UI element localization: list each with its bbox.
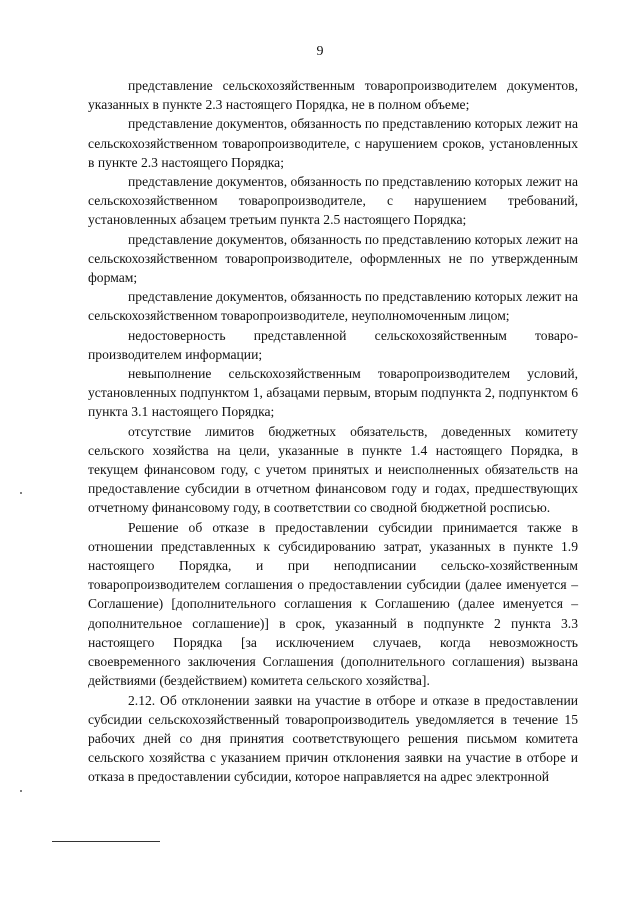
scan-mark [20, 790, 22, 792]
body-text [88, 76, 578, 787]
paragraph: 2.12. Об отклонении заявки на участие в отборе и отказе в предоставлении субсидии сельскохозяйственный товаропроизводитель уведомляется в течение 15 рабочих дней со дня принятия соответствующего решения письмом комитета сельского хозяйства с указанием причин отклонения заявки на участие в отборе и отказа в предоставлении субсидии, которое направляется на адрес электронной [88, 692, 578, 785]
paragraph: представление сельскохозяйственным товаропроизводителем документов, указанных в пункте 2.3 настоящего Порядка, не в полном объеме; [88, 78, 578, 113]
paragraph: представление документов, обязанность по представлению которых лежит на сельскохозяйственном товаропроизводителе, неуполномоченным лицом; [88, 289, 578, 324]
paragraph: представление документов, обязанность по представлению которых лежит на сельскохозяйственном товаропроизводителе, оформленных не по утвержденным формам; [88, 231, 578, 286]
page-number: 9 [316, 44, 324, 59]
paragraph: недостоверность представленной сельскохозяйственным товаро-производителем информации; [88, 327, 578, 362]
footer-rule [52, 841, 160, 842]
paragraph: Решение об отказе в предоставлении субсидии принимается также в отношении представленных к субсидированию затрат, указанных в пункте 1.9 настоящего Порядка, и при неподписании сельско-хозяйственным товаропроизводителем соглашения о предоставлении субсидии (далее именуется – Соглашение) [дополнительного соглашения к Соглашению (далее именуется – дополнительное соглашение)] в срок, указанный в подпункте 2 пункта 3.3 настоящего Порядка [за исключением случаев, когда невозможность своевременного заключения Соглашения (дополнительного соглашения) вызвана действиями (бездействием) комитета сельского хозяйства]. [88, 519, 578, 689]
paragraph: представление документов, обязанность по представлению которых лежит на сельскохозяйственном товаропроизводителе, с нарушением сроков, установленных в пункте 2.3 настоящего Порядка; [88, 116, 578, 170]
scan-mark [20, 492, 22, 494]
paragraph: невыполнение сельскохозяйственным товаропроизводителем условий, установленных подпунктом 1, абзацами первым, вторым подпункта 2, подпунктом 6 пункта 3.1 настоящего Порядка; [88, 366, 578, 420]
paragraph: представление документов, обязанность по представлению которых лежит на сельскохозяйственном товаропроизводителе, с нарушением требований, установленных абзацем третьим пункта 2.5 настоящего Порядка; [88, 174, 578, 228]
paragraph: отсутствие лимитов бюджетных обязательств, доведенных комитету сельского хозяйства на цели, указанные в пункте 1.4 настоящего Порядка, в текущем финансовом году, с учетом принятых и неисполненных обязательств на предоставление субсидии в отчетном финансовом году и годах, предшествующих отчетному финансовому году, в соответствии со сводной бюджетной росписью. [88, 423, 578, 516]
